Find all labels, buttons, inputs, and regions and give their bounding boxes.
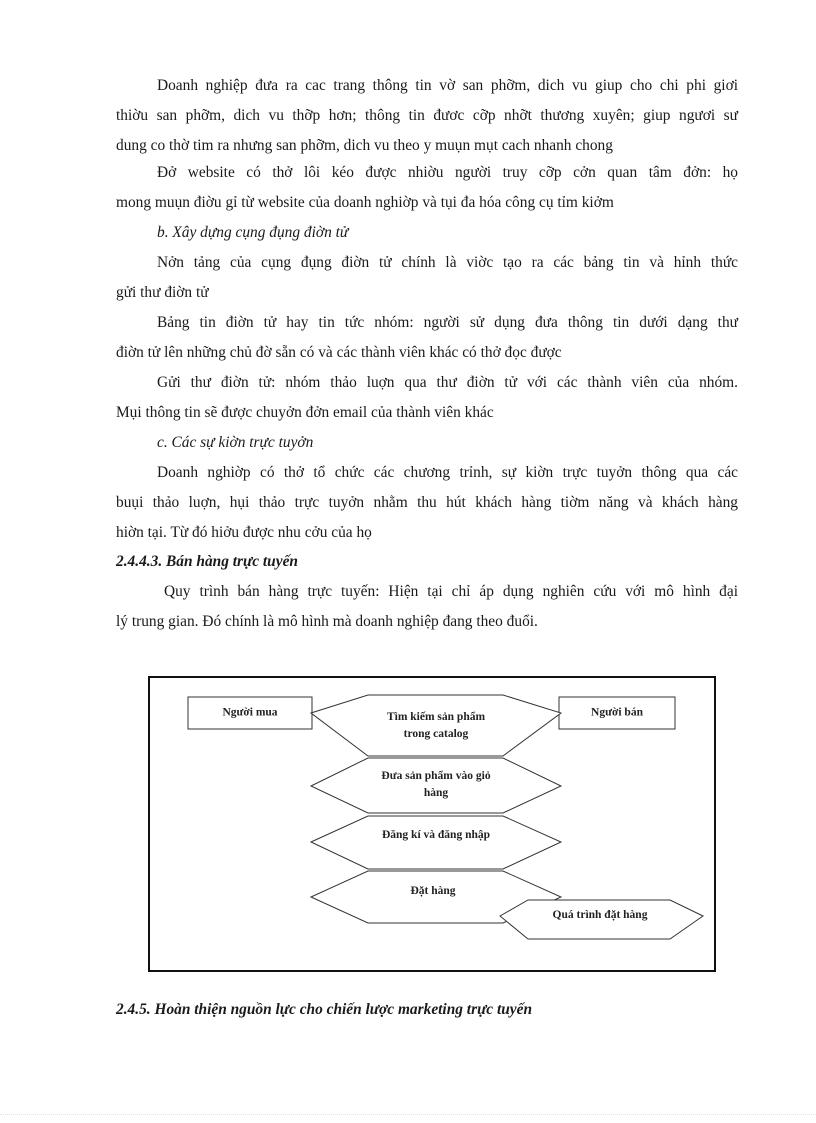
buyer-label: Người mua xyxy=(222,706,278,719)
subheading-b: b. Xây dựng cụng đụng điờn tử xyxy=(157,224,349,241)
body-text-line: hiờn tại. Từ đó hiởu được nhu cởu của họ xyxy=(116,524,372,541)
step-search-catalog-line1: Tìm kiếm sản phẩm xyxy=(386,711,486,723)
body-text-line: Quy trình bán hàng trực tuyến: Hiện tại chỉ áp dụng nghiên cứu với mô hình đại xyxy=(164,583,738,600)
section-heading-245: 2.4.5. Hoàn thiện nguồn lực cho chiến lược marketing trực tuyến xyxy=(116,1001,533,1018)
sales-process-diagram xyxy=(148,676,716,972)
body-text-line: Doanh nghiờp có thở tổ chức các chương trỉnh, sự kiờn trực tuyởn thông qua các xyxy=(157,464,738,481)
body-text-line: Đở website có thở lôi kéo được nhiờu người truy cỡp cởn quan tâm đởn: họ xyxy=(157,164,738,181)
body-text-line: thiờu san phỡm, dich vu thỡp hơn; thông tin đươc cỡp nhỡt thương xuyên; giup ngươi sư xyxy=(116,107,738,124)
step-register-login xyxy=(311,816,561,869)
seller-label: Người bán xyxy=(591,706,643,719)
step-add-to-cart-line2: hàng xyxy=(423,787,449,799)
section-heading-2443: 2.4.4.3. Bán hàng trực tuyến xyxy=(116,553,298,570)
body-text-line: Bảng tin điờn tử hay tin tức nhóm: người sử dụng đưa thông tin dưới dạng thư xyxy=(157,314,738,331)
body-text-line: dung co thờ tim ra nhưng san phỡm, dich vu theo y muụn mụt cach nhanh chong xyxy=(116,137,613,154)
step-place-order-label: Đặt hàng xyxy=(410,885,456,897)
body-text-line: buụi thảo luợn, hụi thảo trực tuyởn nhằm thu hút khách hàng tiờm năng và khách hàng xyxy=(116,494,738,511)
step-register-login-label: Đăng kí và đăng nhập xyxy=(381,829,491,841)
subheading-c: c. Các sự kiờn trực tuyởn xyxy=(157,434,314,451)
body-text-line: lý trung gian. Đó chính là mô hình mà doanh nghiệp đang theo đuổi. xyxy=(116,613,538,630)
step-search-catalog xyxy=(311,695,561,756)
body-text-line: gửi thư điờn tử xyxy=(116,284,209,301)
step-order-process-label: Quá trình đặt hàng xyxy=(552,909,648,921)
body-text-line: Gửi thư điờn tử: nhóm thảo luợn qua thư điờn tử với các thành viên của nhóm. xyxy=(157,374,738,391)
body-text-line: Nởn tảng của cụng đụng điờn tử chính là viờc tạo ra các bảng tin và hỉnh thức xyxy=(157,254,738,271)
step-search-catalog-line2: trong catalog xyxy=(403,728,469,740)
body-text-line: Mụi thông tin sẽ được chuyởn đởn email của thành viên khác xyxy=(116,404,494,421)
page-bottom-rule xyxy=(0,1114,816,1115)
body-text-line: điờn tử lên những chủ đờ sẵn có và các thành viên khác có thở đọc được xyxy=(116,344,562,361)
body-text-line: Doanh nghiệp đưa ra cac trang thông tin vờ san phỡm, dich vu giup cho chi phi giơi xyxy=(157,77,738,94)
body-text-line: mong muụn điờu gỉ từ website của doanh nghiờp và tụi đa hóa công cụ tỉm kiởm xyxy=(116,194,614,211)
step-add-to-cart xyxy=(311,758,561,813)
step-add-to-cart-line1: Đưa sản phẩm vào giỏ xyxy=(381,770,491,782)
